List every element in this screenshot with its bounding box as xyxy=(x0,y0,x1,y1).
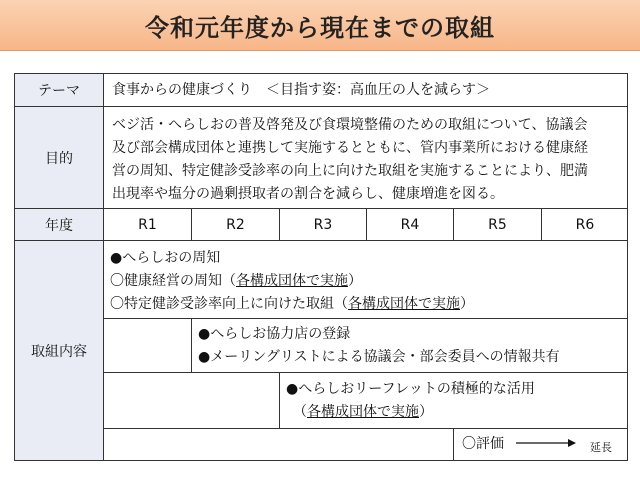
purpose-label: 目的 xyxy=(14,106,103,208)
year-r2: R2 xyxy=(191,208,279,240)
year-r5: R5 xyxy=(453,208,541,240)
year-r4: R4 xyxy=(366,208,453,240)
activity-r3-line1: ●へらしおリーフレットの積極的な活用 xyxy=(286,381,535,397)
purpose-line: 営の周知、特定健診受診率の向上に向けた取組を実施することにより、肥満 xyxy=(112,163,588,179)
extension-label: 延長 xyxy=(590,441,612,454)
activity-r1-line2: 〇健康経営の周知（各構成団体で実施） xyxy=(110,273,362,289)
activity-r3-line2: （各構成団体で実施） xyxy=(293,404,433,420)
purpose-line: 出現率や塩分の過剰摂取者の割合を減らし、健康増進を図る。 xyxy=(112,186,504,202)
activity-r2 xyxy=(191,318,628,372)
activity-r5 xyxy=(453,428,628,461)
year-r6: R6 xyxy=(541,208,628,240)
purpose-line: ベジ活・へらしおの普及啓発及び食環境整備のための取組について、協議会 xyxy=(112,117,588,133)
activity-r1 xyxy=(103,240,628,318)
theme-value: 食事からの健康づくり ＜目指す姿：高血圧の人を減らす＞ xyxy=(103,73,628,106)
evaluation-label: 〇評価 xyxy=(462,436,504,452)
content-label: 取組内容 xyxy=(14,240,103,461)
year-r1: R1 xyxy=(103,208,191,240)
arrow-right-icon xyxy=(516,438,576,448)
theme-label: テーマ xyxy=(14,73,103,106)
empty-cell-r1r2-row3 xyxy=(103,372,279,428)
purpose-text xyxy=(103,106,628,208)
activity-r2-line2: ●メーリングリストによる協議会・部会委員への情報共有 xyxy=(198,349,560,365)
activity-r3 xyxy=(279,372,628,428)
activity-r2-line1: ●へらしお協力店の登録 xyxy=(198,326,351,342)
year-r3: R3 xyxy=(279,208,366,240)
activity-r1-line3: 〇特定健診受診率向上に向けた取組（各構成団体で実施） xyxy=(110,296,474,312)
empty-cell-r1-row2 xyxy=(103,318,191,372)
purpose-line: 及び部会構成団体と連携して実施するとともに、管内事業所における健康経 xyxy=(112,140,588,156)
empty-cell-r1r4-row4 xyxy=(103,428,453,461)
slide-title: 令和元年度から現在までの取組 xyxy=(0,0,640,51)
activity-r1-line1: ●へらしおの周知 xyxy=(110,250,221,266)
year-label: 年度 xyxy=(14,208,103,240)
